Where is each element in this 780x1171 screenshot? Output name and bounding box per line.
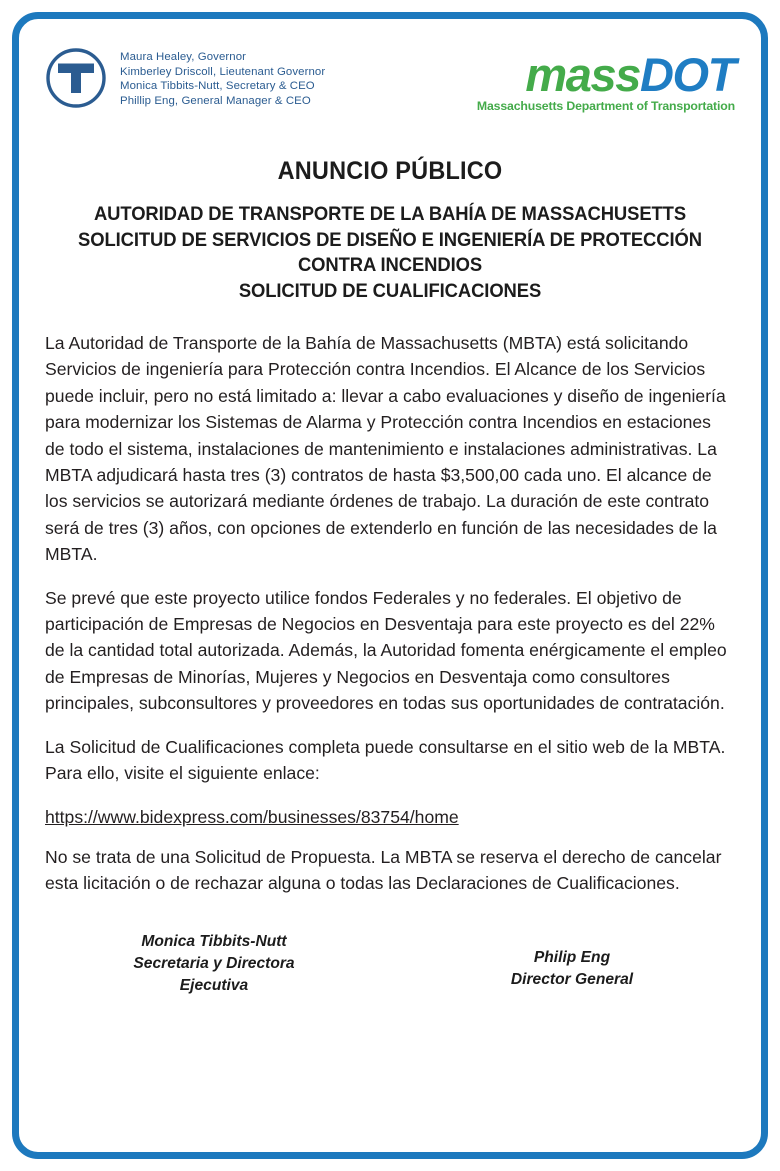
- signature-left-name: Monica Tibbits-Nutt: [141, 932, 287, 950]
- mbta-t-logo-icon: [45, 47, 107, 109]
- signature-left-title-line-2: Ejecutiva: [179, 976, 249, 994]
- massdot-subtitle: Massachusetts Department of Transportation: [476, 99, 735, 113]
- body-paragraph-scope: La Autoridad de Transporte de la Bahía de Massachusetts (MBTA) está solicitando Servicios de ingeniería para Protección contra Incendios. El Alcance de los Servicios puede incluir, pero no está limitado a: llevar a cabo evaluaciones y diseño de ingeniería para modernizar los Sistemas de Alarma y Protección contra Incendios en estaciones de todo el sistema, instalaciones de mantenimiento e instalaciones administrativas. La MBTA adjudicará hasta tres (3) contratos de hasta $3,500,00 cada uno. El alcance de los servicios se autorizará mediante órdenes de trabajo. La duración de este contrato será de tres (3) años, con opciones de extenderlo en función de las necesidades de la MBTA.: [45, 333, 726, 565]
- official-lt-governor: Kimberley Driscoll, Lieutenant Governor: [120, 65, 326, 78]
- body-paragraph-website: La Solicitud de Cualificaciones completa puede consultarse en el sitio web de la MBTA. Para ello, visite el siguiente enlace:: [45, 736, 726, 784]
- notice-body: [45, 330, 735, 897]
- page-title: ANUNCIO PÚBLICO: [277, 157, 503, 185]
- signature-right-name: Philip Eng: [533, 948, 611, 966]
- massdot-wordmark: [477, 48, 735, 101]
- body-paragraph-funding: Se prevé que este proyecto utilice fondos Federales y no federales. El objetivo de participación de Empresas de Negocios en Desventaja para este proyecto es del 22% de la cantidad total autorizada. Además, la Autoridad fomenta enérgicamente el empleo de Empresas de Minorías, Mujeres y Negocios en Desventaja como consultores principales, subconsultores y proveedores en todas sus oportunidades de contratación.: [45, 587, 727, 714]
- subtitle-line-4: SOLICITUD DE CUALIFICACIONES: [238, 279, 542, 302]
- official-general-manager: Phillip Eng, General Manager & CEO: [120, 94, 311, 107]
- bidexpress-link[interactable]: https://www.bidexpress.com/businesses/83754/home: [45, 806, 459, 827]
- massdot-wordmark-mass: mass: [525, 48, 640, 101]
- subtitle-line-3: CONTRA INCENDIOS: [297, 254, 483, 276]
- official-secretary-ceo: Monica Tibbits-Nutt, Secretary & CEO: [120, 80, 315, 93]
- signature-right-title-line-1: Director General: [510, 970, 634, 988]
- massdot-wordmark-dot: DOT: [639, 48, 735, 101]
- signature-right: [437, 931, 707, 997]
- signature-left-title-line-1: Secretaria y Directora: [133, 954, 295, 972]
- letterhead: [45, 41, 735, 133]
- massdot-logo: [477, 41, 735, 113]
- notice-content: [19, 19, 761, 1152]
- official-governor: Maura Healey, Governor: [120, 51, 247, 63]
- officials-list: [120, 47, 325, 108]
- body-paragraph-disclaimer: No se trata de una Solicitud de Propuesta. La MBTA se reserva el derecho de cancelar esta licitación o de rechazar alguna o todas las Declaraciones de Cualificaciones.: [45, 846, 722, 894]
- subtitle-line-2: SOLICITUD DE SERVICIOS DE DISEÑO E INGENIERÍA DE PROTECCIÓN: [78, 228, 702, 251]
- notice-subtitle: [62, 202, 718, 304]
- mbta-agency-block: [45, 41, 325, 109]
- signature-block: [45, 931, 735, 997]
- notice-headings: [45, 157, 735, 304]
- public-notice-frame: [12, 12, 768, 1159]
- rfq-link-line: [45, 804, 735, 830]
- signature-left: [79, 931, 349, 997]
- subtitle-line-1: AUTORIDAD DE TRANSPORTE DE LA BAHÍA DE MASSACHUSETTS: [93, 203, 687, 225]
